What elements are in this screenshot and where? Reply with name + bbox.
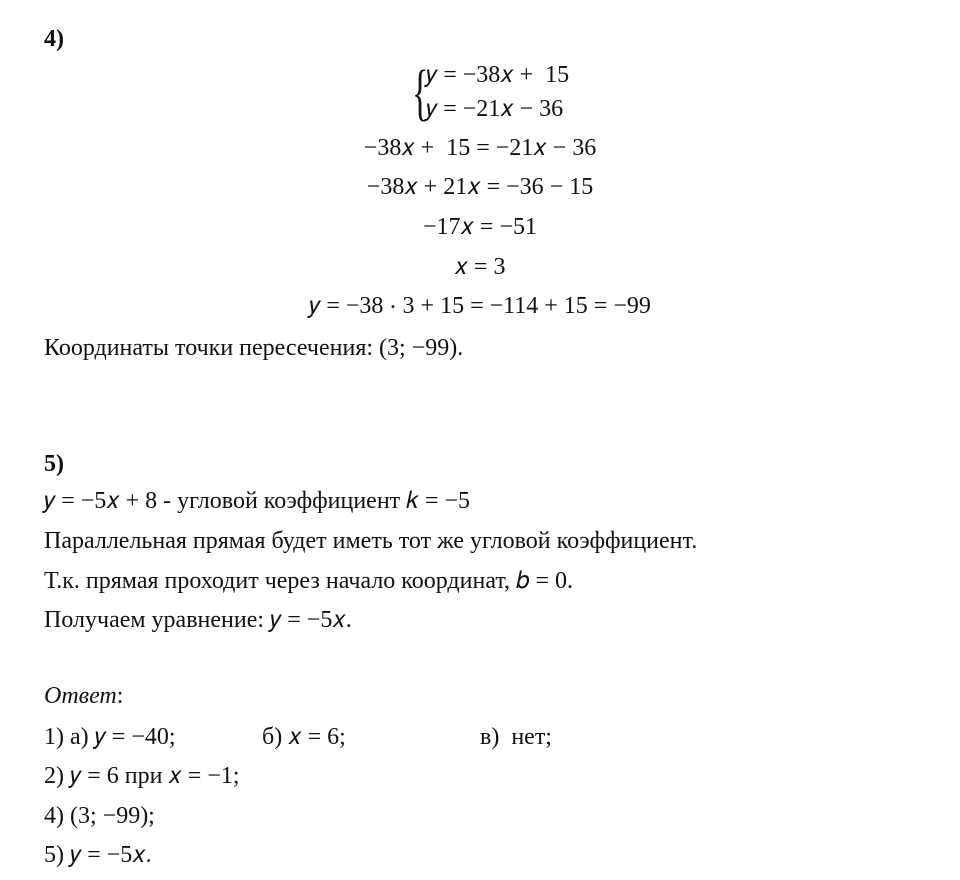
task-4-conclusion: Координаты точки пересечения: (3; −99). [44,335,464,361]
task-5-line-2: Параллельная прямая будет иметь тот же угловой коэффициент. [44,528,698,554]
answer-1b: б) 𝑥 = 6; [262,724,346,750]
task-5-line-3: Т.к. прямая проходит через начало координат, 𝑏 = 0. [44,568,573,594]
answer-4: 4) (3; −99); [44,803,155,829]
answer-5: 5) 𝑦 = −5𝑥. [44,842,152,868]
system-equation-2: 𝑦 = −21𝑥 − 36 [426,96,564,122]
answer-2: 2) 𝑦 = 6 при 𝑥 = −1; [44,763,240,789]
system-brace: { [412,59,429,127]
answer-title-colon: : [116,683,124,709]
task-4-label: 4) [44,26,64,52]
answer-title: Ответ [44,683,117,709]
solution-step-4: 𝑥 = 3 [454,254,506,280]
system-equation-1: 𝑦 = −38𝑥 + 15 [426,62,570,88]
task-5-line-1: 𝑦 = −5𝑥 + 8 - угловой коэффициент 𝑘 = −5 [44,488,471,514]
solution-step-5: 𝑦 = −38 ⋅ 3 + 15 = −114 + 15 = −99 [309,293,651,319]
answer-1c: в) нет; [480,724,552,750]
task-5-line-4: Получаем уравнение: 𝑦 = −5𝑥. [44,607,352,633]
answer-1a: 1) а) 𝑦 = −40; [44,724,176,750]
solution-step-2: −38𝑥 + 21𝑥 = −36 − 15 [366,174,594,200]
answer-heading [44,681,123,711]
task-5-label: 5) [44,451,64,477]
solution-step-3: −17𝑥 = −51 [423,214,537,240]
solution-step-1: −38𝑥 + 15 = −21𝑥 − 36 [363,135,597,161]
